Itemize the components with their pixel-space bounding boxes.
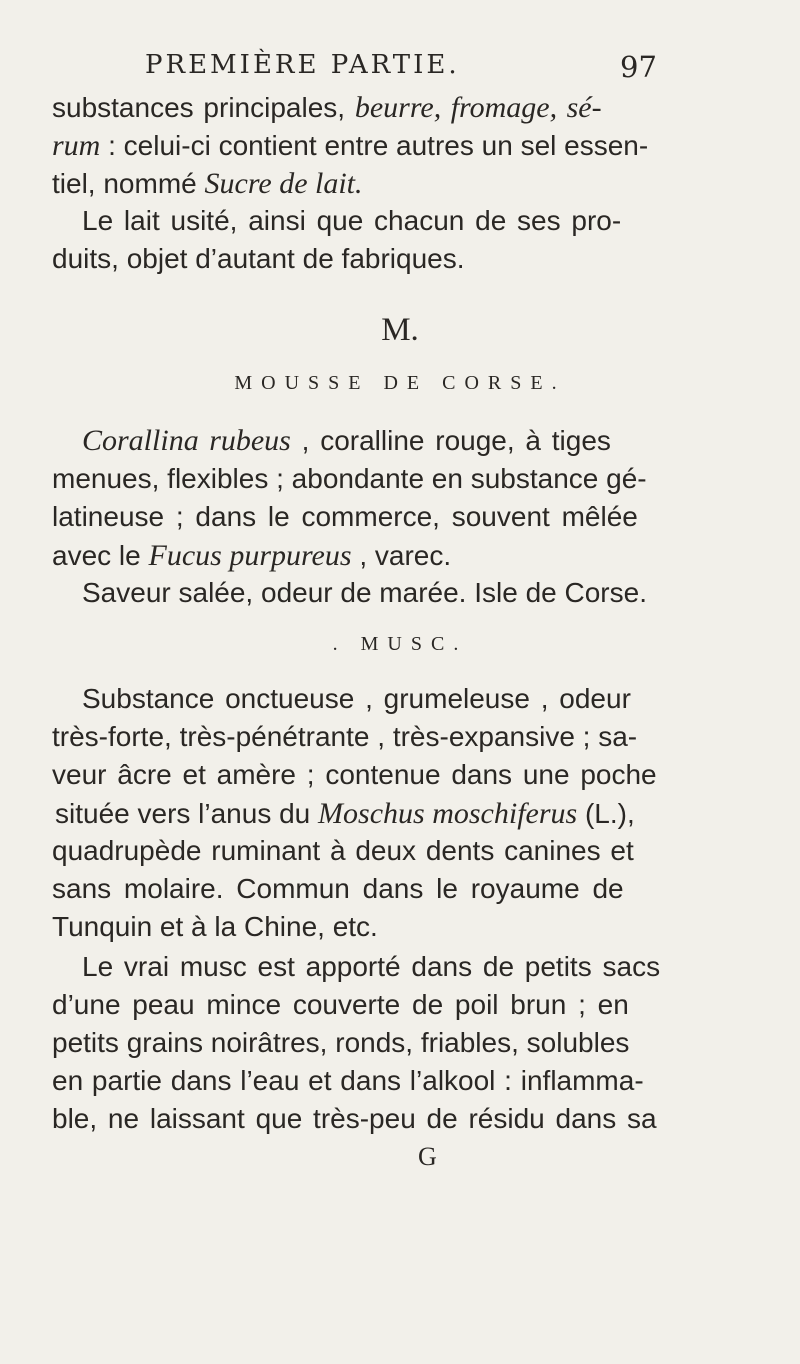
text-line xyxy=(52,761,657,789)
italic-term: Sucre de lait. xyxy=(204,167,363,200)
section-heading-musc: . MUSC. xyxy=(332,633,468,655)
text-segment: petits grains noirâtres, ronds, friables, solubles xyxy=(52,1027,630,1058)
text-line xyxy=(52,837,634,865)
signature-mark: G xyxy=(418,1142,437,1171)
text-line xyxy=(52,1105,657,1133)
text-line xyxy=(52,245,465,273)
text-line xyxy=(82,426,611,456)
text-segment: latineuse ; dans le commerce, souvent mêlée xyxy=(52,501,638,532)
text-segment: substances principales, xyxy=(52,92,355,123)
text-line xyxy=(52,913,378,941)
text-segment: duits, objet d’autant de fabriques. xyxy=(52,243,465,274)
text-line xyxy=(52,991,629,1019)
text-line xyxy=(82,207,621,235)
text-segment: Saveur salée, odeur de marée. Isle de Corse. xyxy=(82,577,647,608)
text-line xyxy=(52,131,648,161)
text-line xyxy=(55,799,635,829)
text-line xyxy=(82,953,660,981)
text-segment: (L.), xyxy=(577,798,635,829)
text-line xyxy=(82,685,631,713)
text-line xyxy=(52,875,624,903)
text-segment: sans molaire. Commun dans le royaume de xyxy=(52,873,624,904)
italic-term: beurre, fromage, sé- xyxy=(354,91,602,124)
text-line xyxy=(52,723,637,751)
text-line xyxy=(52,1029,629,1057)
italic-term: Corallina rubeus xyxy=(82,424,291,457)
text-segment: Substance onctueuse , grumeleuse , odeur xyxy=(82,683,631,714)
text-segment: avec le xyxy=(52,540,149,571)
text-segment: Tunquin et à la Chine, etc. xyxy=(52,911,378,942)
text-line xyxy=(52,503,638,531)
text-line xyxy=(52,93,602,123)
text-segment: tiel, nommé xyxy=(52,168,205,199)
italic-term: rum xyxy=(52,129,101,162)
text-segment: très-forte, très-pénétrante , très-expansive ; sa- xyxy=(52,721,638,752)
italic-term: Moschus moschiferus xyxy=(318,797,578,830)
text-segment: : celui-ci contient entre autres un sel essen- xyxy=(100,130,649,161)
text-segment: située vers l’anus du xyxy=(55,798,319,829)
text-segment: d’une peau mince couverte de poil brun ; en xyxy=(52,989,629,1020)
section-heading-mousse-de-corse: MOUSSE DE CORSE. xyxy=(234,372,566,394)
text-line xyxy=(52,1067,644,1095)
page-header xyxy=(0,50,800,90)
text-segment: menues, flexibles ; abondante en substance gé- xyxy=(52,463,647,494)
running-title: PREMIÈRE PARTIE. xyxy=(145,50,460,80)
page-number: 97 xyxy=(620,50,657,84)
text-segment: Le vrai musc est apporté dans de petits sacs xyxy=(82,951,661,982)
text-segment: en partie dans l’eau et dans l’alkool : inflamma- xyxy=(52,1065,644,1096)
text-segment: quadrupède ruminant à deux dents canines et xyxy=(52,835,634,866)
letter-heading: M. xyxy=(381,312,419,348)
text-segment: , varec. xyxy=(351,540,452,571)
text-line xyxy=(52,169,363,199)
text-segment: Le lait usité, ainsi que chacun de ses pro- xyxy=(82,205,622,236)
text-segment: veur âcre et amère ; contenue dans une poche xyxy=(52,759,657,790)
text-line xyxy=(52,541,451,571)
text-line xyxy=(52,465,647,493)
text-segment: , coralline rouge, à tiges xyxy=(290,425,611,456)
text-segment: ble, ne laissant que très-peu de résidu dans sa xyxy=(52,1103,657,1134)
text-line xyxy=(82,579,647,607)
italic-term: Fucus purpureus xyxy=(148,539,352,572)
